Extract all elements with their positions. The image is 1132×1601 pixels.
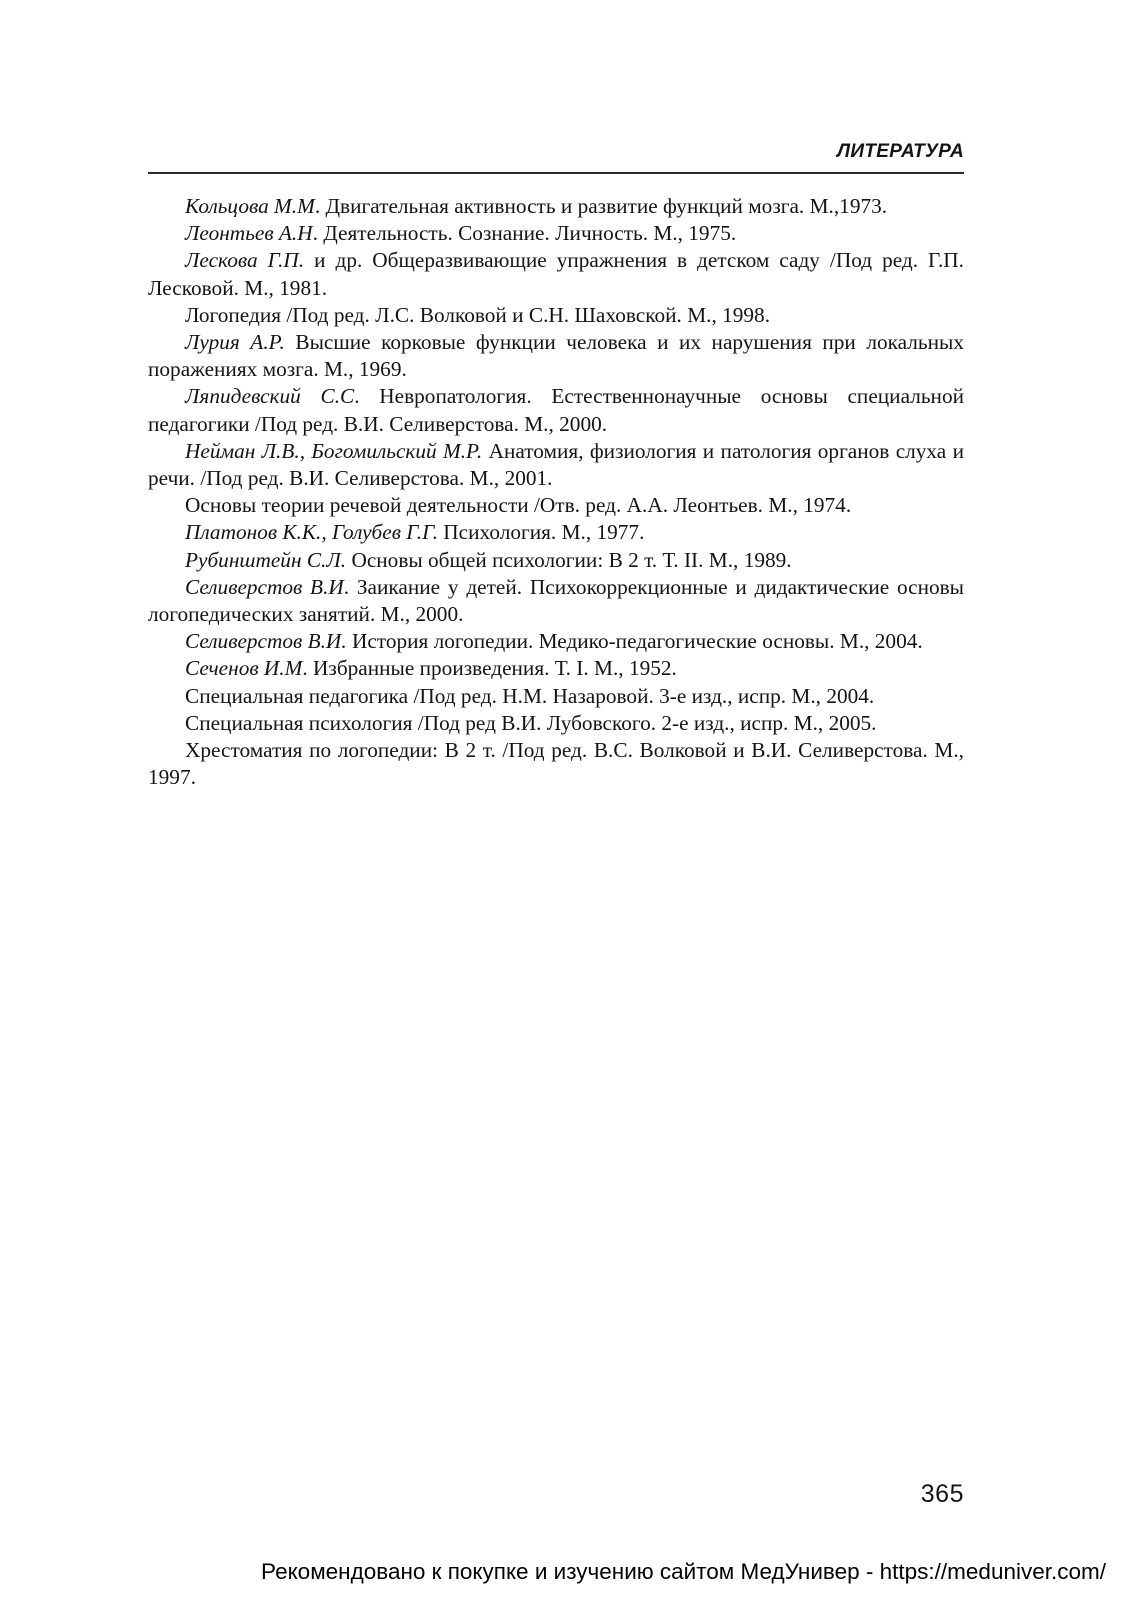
reference-entry	[148, 737, 964, 791]
reference-text: Основы общей психологии: В 2 т. Т. II. М., 1989.	[346, 547, 792, 572]
page-number: 365	[920, 1480, 964, 1508]
header-rule	[148, 172, 964, 174]
footer-recommendation: Рекомендовано к покупке и изучению сайтом МедУнивер - https://meduniver.com/	[261, 1559, 1106, 1584]
reference-entry	[148, 329, 964, 383]
reference-entry	[148, 710, 964, 737]
reference-entry	[148, 574, 964, 628]
reference-author: Ляпидевский С.С	[185, 384, 355, 409]
reference-text: Хрестоматия по логопедии: В 2 т. /Под ред. В.С. Волковой и В.И. Селиверстова. М., 1997.	[148, 738, 964, 790]
reference-author: Рубинштейн С.Л.	[185, 547, 347, 572]
reference-author: Платонов К.К., Голубев Г.Г.	[185, 520, 438, 545]
reference-entry	[148, 655, 964, 682]
reference-entry	[148, 683, 964, 710]
reference-entry	[148, 220, 964, 247]
reference-entry	[148, 438, 964, 492]
reference-text: и др. Общеразвивающие упражнения в детском саду /Под ред. Г.П. Лесковой. М., 1981.	[148, 248, 964, 300]
reference-author: Лескова Г.П.	[185, 248, 305, 273]
reference-text: . Невропатология. Естественнонаучные основы специальной педагогики /Под ред. В.И. Селиверстова. М., 2000.	[148, 384, 964, 436]
reference-text: Специальная психология /Под ред В.И. Лубовского. 2-е изд., испр. М., 2005.	[185, 710, 877, 735]
reference-text: Основы теории речевой деятельности /Отв. ред. А.А. Леонтьев. М., 1974.	[185, 493, 852, 518]
reference-text: . Заикание у детей. Психокоррекционные и дидактические основы логопедических занятий. М., 2000.	[148, 574, 964, 627]
reference-text: Специальная педагогика /Под ред. Н.М. Назаровой. 3-е изд., испр. М., 2004.	[185, 683, 875, 708]
reference-text: История логопедии. Медико-педагогические основы. М., 2004.	[346, 629, 923, 654]
reference-list	[148, 193, 964, 791]
reference-entry	[148, 247, 964, 301]
reference-text: Логопедия /Под ред. Л.С. Волковой и С.Н. Шаховской. М., 1998.	[185, 302, 771, 327]
reference-entry	[148, 628, 964, 655]
reference-author: Селиверстов В.И	[185, 574, 344, 599]
reference-text: Анатомия, физиология и патология органов слуха и речи. /Под ред. В.И. Селиверстова. М., 2001.	[148, 438, 964, 491]
reference-text: . Деятельность. Сознание. Личность. М., 1975.	[312, 221, 737, 246]
reference-author: Сеченов И.М	[185, 656, 303, 681]
reference-entry	[148, 519, 964, 546]
reference-author: Кольцова М.М	[185, 194, 315, 218]
reference-text: Психология. М., 1977.	[437, 520, 645, 545]
reference-entry	[148, 492, 964, 519]
reference-entry	[148, 547, 964, 574]
reference-author: Леонтьев А.Н	[185, 221, 313, 246]
reference-author: Селиверстов В.И.	[185, 629, 347, 654]
reference-text: . Двигательная активность и развитие функций мозга. М.,1973.	[314, 194, 888, 218]
reference-entry	[148, 302, 964, 329]
reference-text: . Избранные произведения. Т. I. М., 1952.	[302, 656, 677, 681]
reference-text: Высшие корковые функции человека и их нарушения при локальных поражениях мозга. М., 1969.	[148, 330, 964, 382]
reference-entry	[148, 383, 964, 437]
reference-entry	[148, 193, 964, 220]
reference-author: Нейман Л.В., Богомильский М.Р.	[185, 438, 483, 463]
running-head: ЛИТЕРАТУРА	[837, 141, 964, 162]
reference-author: Лурия А.Р.	[185, 330, 285, 355]
